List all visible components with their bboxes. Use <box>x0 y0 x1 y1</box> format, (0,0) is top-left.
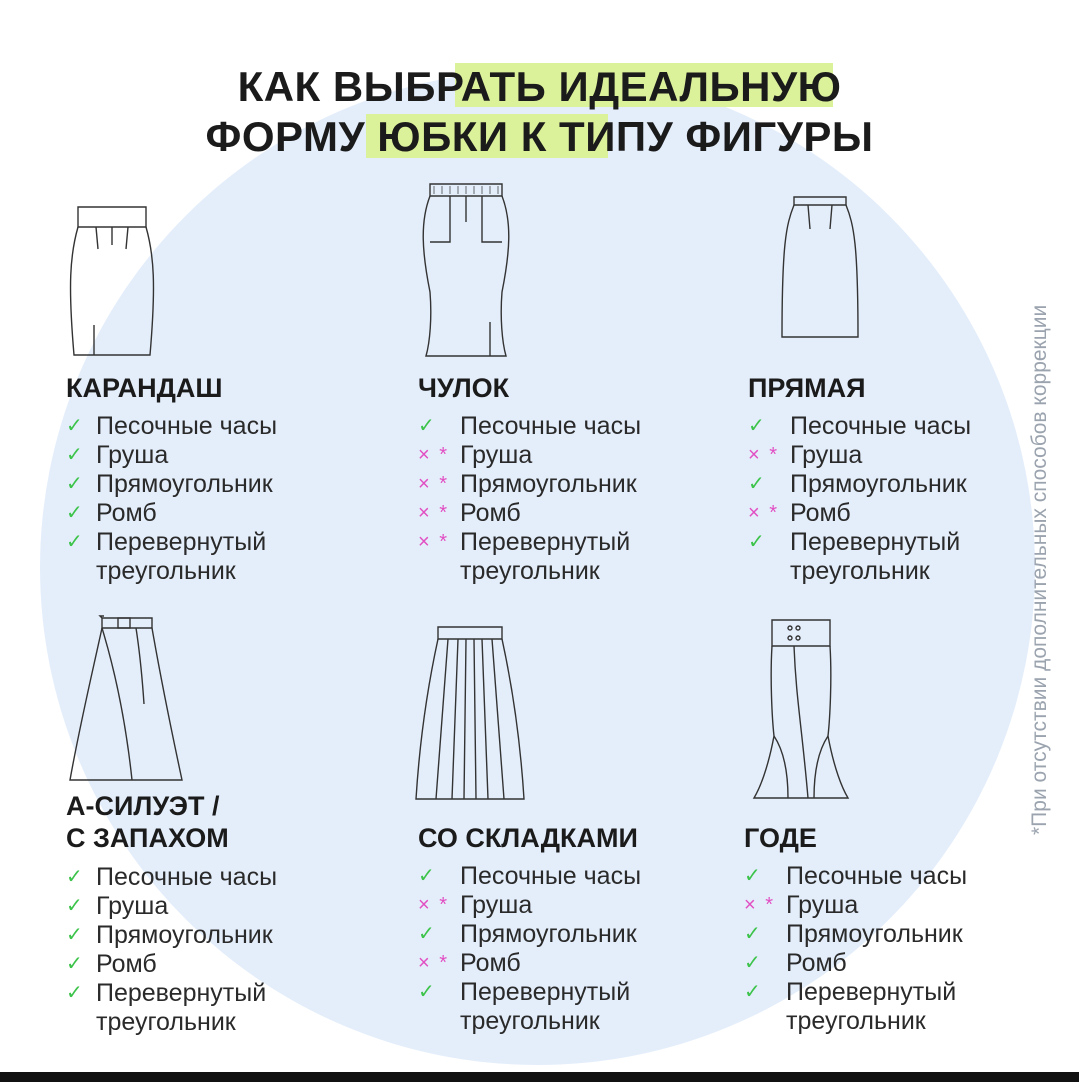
figure-label: Прямоугольник <box>96 920 273 949</box>
cross-icon: × * <box>418 952 450 975</box>
figure-label: треугольник <box>786 1007 926 1036</box>
check-icon: ✓ <box>418 923 435 946</box>
figure-item <box>66 950 277 979</box>
figure-item <box>66 979 277 1008</box>
check-icon: ✓ <box>748 415 765 438</box>
figure-item <box>418 891 641 920</box>
figure-label: Груша <box>460 441 533 470</box>
skirt-card-stocking <box>418 372 641 586</box>
figure-label: Песочные часы <box>460 412 642 441</box>
skirt-title: ГОДЕ <box>744 823 817 853</box>
check-icon: ✓ <box>66 865 83 888</box>
figure-label: Ромб <box>460 499 521 528</box>
cross-icon: × * <box>748 502 780 525</box>
figure-label: Песочные часы <box>96 412 278 441</box>
skirt-title: ЧУЛОК <box>418 373 510 403</box>
figure-list <box>66 863 277 1037</box>
skirt-card-pencil <box>66 372 277 586</box>
figure-item <box>418 412 641 441</box>
figure-label: Ромб <box>96 949 157 978</box>
check-icon: ✓ <box>744 865 761 888</box>
check-icon: ✓ <box>418 415 435 438</box>
figure-label: Ромб <box>460 949 521 978</box>
skirt-title: КАРАНДАШ <box>66 373 223 403</box>
cross-icon: × * <box>418 531 450 554</box>
title-line-1: КАК ВЫБРАТЬ ИДЕАЛЬНУЮ <box>237 63 842 110</box>
skirt-title: СО СКЛАДКАМИ <box>418 823 638 853</box>
cross-icon: × * <box>418 894 450 917</box>
a-line-wrap-skirt-icon <box>66 614 186 786</box>
figure-label: Песочные часы <box>786 862 968 891</box>
figure-item <box>66 1008 277 1037</box>
figure-item <box>748 528 971 557</box>
figure-label: Прямоугольник <box>96 470 273 499</box>
figure-label: Прямоугольник <box>460 920 637 949</box>
figure-label: Перевернутый <box>96 978 267 1007</box>
cross-icon: × * <box>418 444 450 467</box>
figure-item <box>418 862 641 891</box>
skirt-title: ПРЯМАЯ <box>748 373 866 403</box>
figure-list <box>744 862 967 1036</box>
figure-item <box>744 1007 967 1036</box>
skirt-card-godet <box>744 822 967 1036</box>
check-icon: ✓ <box>66 502 83 525</box>
check-icon: ✓ <box>744 981 761 1004</box>
cross-icon: × * <box>748 444 780 467</box>
figure-label: Ромб <box>790 499 851 528</box>
check-icon: ✓ <box>66 923 83 946</box>
title-line-2: ФОРМУ ЮБКИ К ТИПУ ФИГУРЫ <box>205 112 874 160</box>
figure-item <box>418 557 641 586</box>
figure-label: Прямоугольник <box>786 920 963 949</box>
figure-item <box>66 892 277 921</box>
figure-item <box>66 499 277 528</box>
figure-item <box>66 441 277 470</box>
figure-item <box>418 441 641 470</box>
page-title <box>0 62 1079 161</box>
figure-item <box>418 499 641 528</box>
figure-label: Песочные часы <box>96 862 278 891</box>
figure-list <box>418 862 641 1036</box>
check-icon: ✓ <box>66 444 83 467</box>
figure-label: треугольник <box>790 557 930 586</box>
skirt-card-pleated <box>418 822 641 1036</box>
figure-label: Груша <box>96 441 169 470</box>
figure-item <box>744 978 967 1007</box>
figure-label: треугольник <box>460 1007 600 1036</box>
figure-item <box>748 499 971 528</box>
figure-item <box>748 441 971 470</box>
figure-label: Перевернутый <box>96 528 267 557</box>
figure-label: Песочные часы <box>460 862 642 891</box>
figure-label: Перевернутый <box>460 978 631 1007</box>
figure-item <box>418 470 641 499</box>
check-icon: ✓ <box>66 981 83 1004</box>
figure-label: Прямоугольник <box>790 470 967 499</box>
bottom-bar <box>0 1072 1079 1082</box>
figure-label: Груша <box>790 441 863 470</box>
figure-item <box>66 921 277 950</box>
cross-icon: × * <box>418 473 450 496</box>
check-icon: ✓ <box>66 415 83 438</box>
figure-list <box>748 412 971 586</box>
check-icon: ✓ <box>418 981 435 1004</box>
godet-skirt-icon <box>752 618 850 802</box>
figure-label: Прямоугольник <box>460 470 637 499</box>
figure-item <box>418 920 641 949</box>
figure-label: треугольник <box>96 1007 236 1036</box>
figure-item <box>66 470 277 499</box>
figure-item <box>418 528 641 557</box>
skirt-title: А-СИЛУЭТ / С ЗАПАХОМ <box>66 791 229 854</box>
figure-item <box>418 1007 641 1036</box>
check-icon: ✓ <box>744 952 761 975</box>
check-icon: ✓ <box>748 531 765 554</box>
figure-item <box>744 920 967 949</box>
figure-label: треугольник <box>460 557 600 586</box>
figure-item <box>748 412 971 441</box>
figure-item <box>66 528 277 557</box>
cross-icon: × * <box>418 502 450 525</box>
skirt-card-a-line <box>66 790 277 1037</box>
figure-label: Песочные часы <box>790 412 972 441</box>
figure-list <box>418 412 641 586</box>
figure-item <box>66 863 277 892</box>
check-icon: ✓ <box>744 923 761 946</box>
figure-item <box>744 862 967 891</box>
cross-icon: × * <box>744 894 776 917</box>
figure-label: Груша <box>786 891 859 920</box>
straight-skirt-icon <box>780 195 860 341</box>
figure-item <box>418 978 641 1007</box>
check-icon: ✓ <box>66 952 83 975</box>
figure-item <box>744 891 967 920</box>
figure-item <box>748 470 971 499</box>
figure-label: Перевернутый <box>790 528 961 557</box>
check-icon: ✓ <box>66 894 83 917</box>
figure-item <box>66 412 277 441</box>
check-icon: ✓ <box>66 531 83 554</box>
figure-label: Ромб <box>96 499 157 528</box>
figure-item <box>418 949 641 978</box>
figure-item <box>748 557 971 586</box>
figure-label: треугольник <box>96 557 236 586</box>
side-note-text: *При отсутствии дополнительных способов коррекции <box>1028 304 1051 835</box>
pencil-skirt-icon <box>66 205 158 357</box>
pleated-skirt-icon <box>414 625 526 803</box>
figure-label: Ромб <box>786 949 847 978</box>
figure-list <box>66 412 277 586</box>
check-icon: ✓ <box>418 865 435 888</box>
figure-label: Груша <box>96 891 169 920</box>
figure-item <box>66 557 277 586</box>
stocking-skirt-icon <box>420 182 512 360</box>
skirt-card-straight <box>748 372 971 586</box>
check-icon: ✓ <box>748 473 765 496</box>
figure-label: Перевернутый <box>460 528 631 557</box>
figure-label: Груша <box>460 891 533 920</box>
check-icon: ✓ <box>66 473 83 496</box>
figure-item <box>744 949 967 978</box>
figure-label: Перевернутый <box>786 978 957 1007</box>
